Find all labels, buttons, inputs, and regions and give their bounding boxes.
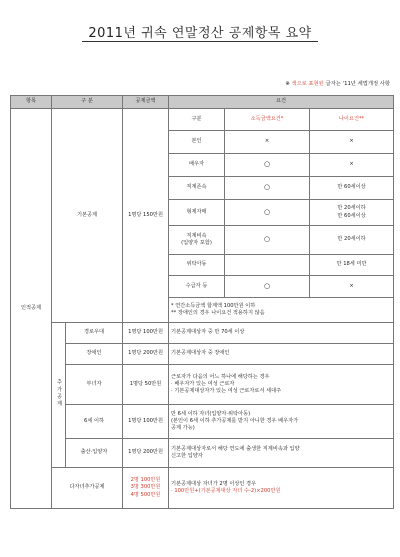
multichild-label: 다자녀추가공제 xyxy=(52,468,123,509)
multichild-amount: 4명 500만원 xyxy=(130,491,161,498)
multichild-formula: · 100만원+(기본공제대상 자녀 수-2)×200만원 xyxy=(171,488,281,494)
subheader-age-req: 나이요건** xyxy=(310,109,394,131)
basic-row-label: 직계존속 xyxy=(169,177,225,200)
note-colored-text: 색으로 표현된 xyxy=(291,81,324,87)
table-header-row xyxy=(11,96,394,109)
basic-deduction-amount: 1명당 150만원 xyxy=(123,109,169,323)
basic-row-income: ○ xyxy=(225,154,310,177)
basic-row-label: 배우자 xyxy=(169,154,225,177)
additional-row-label: 6세 이하 xyxy=(66,405,123,439)
additional-row-requirement: 근로자가 다음의 어느 하나에 해당하는 경우 · 배우자가 있는 여성 근로자 · 기본공제대상자가 있는 여성 근로자로서 세대주 xyxy=(169,365,394,405)
additional-row-requirement: 기본공제대상자로서 해당 연도에 출생한 직계비속과 입양 신고한 입양자 xyxy=(169,439,394,468)
header-category: 구 분 xyxy=(52,96,123,109)
deduction-summary-table xyxy=(10,95,394,509)
basic-deduction-label: 기본공제 xyxy=(52,109,123,323)
basic-row-income: ○ xyxy=(225,226,310,255)
legend-note xyxy=(210,79,390,87)
footnote-disabled: ** 장애인의 경우 나이요건 적용하지 않음 xyxy=(171,310,265,316)
basic-row-age: 만 20세이하 xyxy=(310,226,394,255)
header-amount: 공제금액 xyxy=(123,96,169,109)
table-row xyxy=(11,109,394,131)
basic-row-income: × xyxy=(225,131,310,154)
basic-row-age: × xyxy=(310,131,394,154)
table-row xyxy=(11,439,394,468)
multichild-requirement xyxy=(169,468,394,509)
basic-row-age: × xyxy=(310,276,394,298)
multichild-amount: 3명 300만원 xyxy=(130,484,161,491)
basic-row-label: 형제자매 xyxy=(169,200,225,226)
additional-row-amount: 1명당 200만원 xyxy=(123,439,169,468)
table-row xyxy=(11,468,394,509)
header-requirement: 요건 xyxy=(169,96,394,109)
multichild-amounts xyxy=(123,468,169,509)
basic-row-label: 직계비속 (입양자 포함) xyxy=(169,226,225,255)
footnote-income: * 연간소득금액 합계액 100만원 이하 xyxy=(171,302,256,309)
subheader-category: 구분 xyxy=(169,109,225,131)
additional-row-label: 출산·입양자 xyxy=(66,439,123,468)
title-underline xyxy=(82,41,318,42)
basic-row-label: 본인 xyxy=(169,131,225,154)
table-row xyxy=(11,344,394,365)
additional-deduction-label: 추가공제 xyxy=(52,323,66,468)
table-row xyxy=(11,365,394,405)
table-row xyxy=(11,323,394,344)
additional-row-requirement: 기본공제대상자 중 만 70세 이상 xyxy=(169,323,394,344)
additional-row-label: 부녀자 xyxy=(66,365,123,405)
basic-row-age: 만 20세이하 만 60세이상 xyxy=(310,200,394,226)
basic-row-income: ○ xyxy=(225,177,310,200)
additional-row-amount: 1명당 50만원 xyxy=(123,365,169,405)
additional-row-amount: 1명당 100만원 xyxy=(123,405,169,439)
page-title: 2011년 귀속 연말정산 공제항목 요약 xyxy=(88,26,312,41)
note-rest-text: 글자는 '11년 세법개정 사항 xyxy=(325,81,390,87)
additional-row-requirement: 만 6세 이하 자녀(입양자·위탁아동) (본인이 6세 이하 추가공제를 받지 아니한 경우 배우자가 공제 가능) xyxy=(169,405,394,439)
additional-row-label: 장애인 xyxy=(66,344,123,365)
header-item: 항목 xyxy=(11,96,52,109)
additional-row-amount: 1명당 100만원 xyxy=(123,323,169,344)
basic-row-age: 만 60세이상 xyxy=(310,177,394,200)
subheader-income-req: 소득금액요건* xyxy=(225,109,310,131)
personal-deduction-label: 인적공제 xyxy=(11,109,52,509)
note-mark: ※ xyxy=(285,81,290,87)
table-row xyxy=(11,405,394,439)
multichild-amount: 2명 100만원 xyxy=(130,477,161,484)
basic-row-age: × xyxy=(310,154,394,177)
basic-row-income: ○ xyxy=(225,276,310,298)
basic-footnotes xyxy=(169,298,394,323)
basic-row-age: 만 18세 미만 xyxy=(310,255,394,276)
additional-row-label: 경로우대 xyxy=(66,323,123,344)
basic-row-label: 수급자 등 xyxy=(169,276,225,298)
multichild-req-line: 기본공제대상 자녀가 2명 이상인 경우 xyxy=(171,480,257,487)
additional-row-amount: 1명당 200만원 xyxy=(123,344,169,365)
additional-row-requirement: 기본공제대상자 중 장애인 xyxy=(169,344,394,365)
basic-row-income xyxy=(225,255,310,276)
basic-row-label: 위탁아동 xyxy=(169,255,225,276)
basic-row-income: ○ xyxy=(225,200,310,226)
